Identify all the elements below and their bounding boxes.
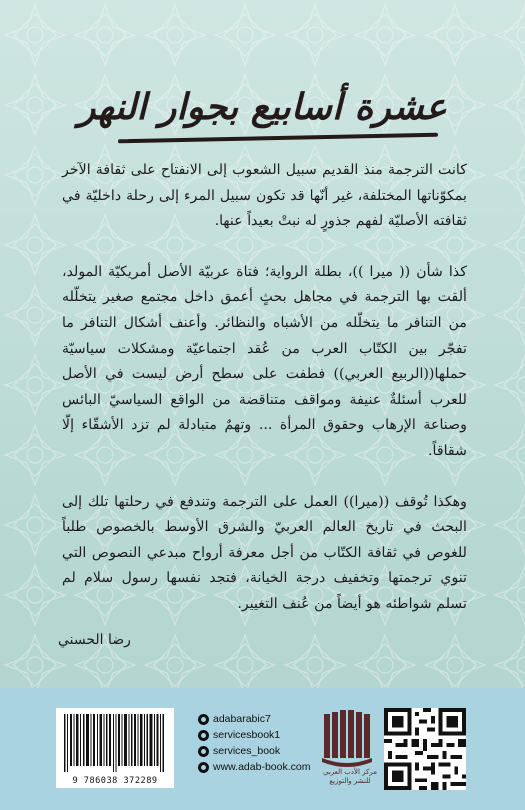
barcode-bars <box>62 714 168 772</box>
instagram-icon <box>198 714 209 725</box>
blurb-paragraph: كانت الترجمة منذ القديم سبيل الشعوب إلى الانفتاح على ثقافة الآخر بمكوّناتها المختلفة، غير أنّها قد تكون سبيل المرء إلى رحلة داخليّة في ثقافته الأصليّة لفهم جذورٍ له نبتْ بعيداً عنها. <box>62 162 467 230</box>
social-item-servicesbook1[interactable] <box>198 727 318 743</box>
social-item-services-book[interactable] <box>198 743 318 759</box>
social-links <box>198 711 318 775</box>
instagram-icon <box>198 730 209 741</box>
social-handle: www.adab-book.com <box>213 761 311 773</box>
author-name: رضا الحسني <box>58 632 131 648</box>
social-handle: servicesbook1 <box>213 729 281 741</box>
blurb-paragraph: وهكذا تُوقف ((ميرا)) العمل على الترجمة وتندفع في رحلتها تلك إلى البحث في تاريخ العالم العربيّ والشرق الأوسط بالخصوص طلباً للغوص في ثقافة الكتّاب من أجل معرفة أرواح مبدعي النصوص التي تنوي ترجمتها وتخفيف درجة الخيانة، فتجد نفسها رسول سلام لم تسلم شواطئه هو أيضاً من عُنف التغيير. <box>62 493 467 612</box>
barcode <box>56 708 174 788</box>
book-title: عشرة أسابيع بجوار النهر <box>78 86 447 128</box>
blurb <box>62 158 467 643</box>
social-handle: services_book <box>213 745 281 757</box>
instagram-icon <box>198 746 209 757</box>
blurb-paragraph: كذا شأن (( ميرا ))، بطلة الرواية؛ فتاة عربيّة الأصل أمريكيّة المولد، ألقت بها الترجمة في مجاهل بحثٍ أعمق داخل مجتمع صغير يتخلّله من التنافر ما يتخلّله من الأشباه والنظائر. وأعنف أشكال التنافر ما تفجّر بين الكتّاب العرب من عُقد اجتماعيّة ومشكلات سياسيّة حملها((الربيع العربي)) فطفت على سطح أرض ليست في الأصل للعرب أسئلةٌ عنيفة ومواقف متناقضة من الواقع السياسيّ البائس وصناعة الإرهاب وحقوق المرأة ... وتهمٌ متبادلة لم تزد الأشقّاء إلّا شقاقاً. <box>62 263 467 459</box>
social-item-website[interactable] <box>198 759 318 775</box>
publisher-name: مركز الأدب العربي للنشر والتوزيع <box>322 768 377 785</box>
web-icon <box>198 762 209 773</box>
isbn-number: 9 786038 372289 <box>72 776 158 786</box>
qr-code[interactable] <box>384 708 466 790</box>
social-handle: adabarabic7 <box>213 713 271 725</box>
social-item-adabarabic7[interactable] <box>198 711 318 727</box>
